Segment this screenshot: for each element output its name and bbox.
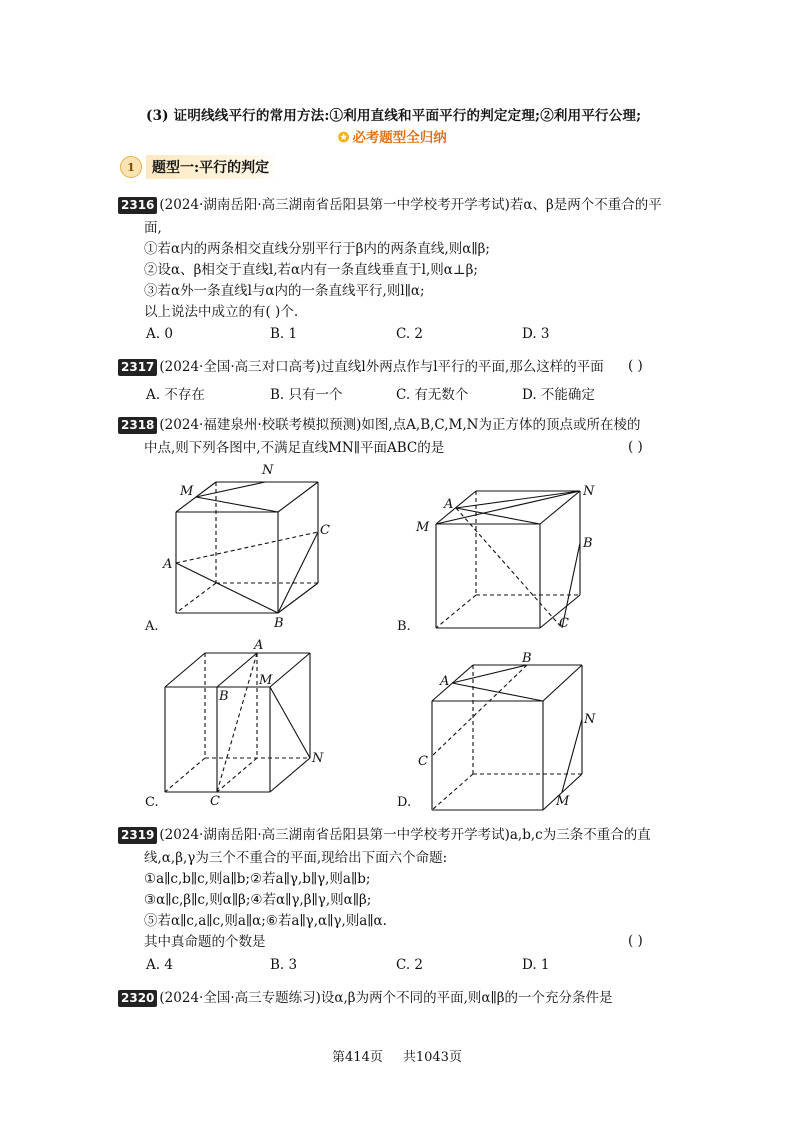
option-d: D. 不能确定 <box>522 387 595 403</box>
point-label-n: N <box>262 463 274 478</box>
option-c: C. 有无数个 <box>396 387 469 403</box>
cube-figure-c <box>165 653 310 792</box>
point-label-m: M <box>180 484 194 499</box>
point-label-b: B <box>219 689 229 704</box>
point-label-m: M <box>416 520 430 535</box>
question-line: 2317 (2024·全国·高三对口高考)过直线l外两点作与l平行的平面,那么这样的平面 <box>118 358 604 376</box>
option-c: C. 2 <box>396 326 424 342</box>
answer-paren: ( ) <box>628 439 643 455</box>
page-total: 共1043页 <box>402 1050 462 1065</box>
question-number: 2318 <box>118 417 157 434</box>
option-a: A. 不存在 <box>146 387 205 403</box>
option-c: C. 2 <box>396 957 424 973</box>
section-heading: (3) 证明线线平行的常用方法:①利用直线和平面平行的判定定理;②利用平行公理; <box>146 108 642 124</box>
point-label-a: A <box>163 557 173 572</box>
question-line: 2316 (2024·湖南岳阳·高三湖南省岳阳县第一中学校考开学考试)若α、β是两个不重合的平 <box>118 196 662 214</box>
type-label: 题型一:平行的判定 <box>146 155 279 179</box>
question-line: 2318 (2024·福建泉州·校联考模拟预测)如图,点A,B,C,M,N为正方体的顶点或所在棱的 <box>118 416 641 434</box>
point-label-c: C <box>559 616 569 631</box>
answer-paren: ( ) <box>628 933 643 949</box>
question-line: ②设α、β相交于直线l,若α内有一条直线垂直于l,则α⊥β; <box>144 262 478 278</box>
cube-figure-d <box>432 665 582 810</box>
question-number: 2320 <box>118 990 157 1007</box>
option-a: A. 0 <box>146 326 173 342</box>
question-2319 <box>118 826 651 844</box>
figure-label-b: B. <box>397 619 411 634</box>
point-label-b: B <box>274 616 284 631</box>
option-d: D. 3 <box>522 326 550 342</box>
point-label-m: M <box>259 673 273 688</box>
figure-label-a: A. <box>145 619 159 634</box>
question-line: 2319 (2024·湖南岳阳·高三湖南省岳阳县第一中学校考开学考试)a,b,c为三条不重合的直 <box>118 826 651 844</box>
question-line: ⑤若α∥c,a∥c,则a∥α;⑥若a∥γ,α∥γ,则a∥α. <box>144 913 387 929</box>
point-label-n: N <box>312 751 324 766</box>
point-label-m: M <box>556 794 570 809</box>
option-b: B. 3 <box>270 957 298 973</box>
question-line: ③若α外一条直线l与α内的一条直线平行,则l∥α; <box>144 283 425 299</box>
cube-figure-a <box>176 482 318 613</box>
question-line: ①若α内的两条相交直线分别平行于β内的两条直线,则α∥β; <box>144 241 490 257</box>
point-label-a: A <box>444 497 454 512</box>
cube-figure-b <box>436 491 580 628</box>
point-label-a: A <box>254 638 264 653</box>
question-2320 <box>118 989 613 1007</box>
point-label-a: A <box>440 674 450 689</box>
question-number: 2316 <box>118 197 157 214</box>
question-line: 以上说法中成立的有( )个. <box>144 304 299 320</box>
point-label-n: N <box>583 484 595 499</box>
figure-label-d: D. <box>397 795 412 810</box>
answer-paren: ( ) <box>628 358 643 374</box>
option-b: B. 1 <box>270 326 298 342</box>
question-line: ①a∥c,b∥c,则a∥b;②若a∥γ,b∥γ,则a∥b; <box>144 871 371 887</box>
question-line: 中点,则下列各图中,不满足直线MN∥平面ABC的是 <box>144 440 445 456</box>
question-line: ③α∥c,β∥c,则α∥β;④若α∥γ,β∥γ,则α∥β; <box>144 892 372 908</box>
page-footer <box>0 1046 794 1065</box>
figure-label-c: C. <box>145 795 159 810</box>
star-icon: ✪ <box>338 130 350 146</box>
question-line: 其中真命题的个数是 <box>144 934 266 950</box>
point-label-b: B <box>522 651 532 666</box>
question-number: 2317 <box>118 359 157 376</box>
option-d: D. 1 <box>522 957 550 973</box>
question-line: 面, <box>144 220 162 236</box>
point-label-c: C <box>210 794 220 809</box>
point-label-c: C <box>320 523 330 538</box>
question-line: 线,α,β,γ为三个不重合的平面,现给出下面六个命题: <box>144 850 448 866</box>
option-b: B. 只有一个 <box>270 387 343 403</box>
point-label-b: B <box>583 536 593 551</box>
banner-text: 必考题型全归纳 <box>352 130 447 146</box>
option-a: A. 4 <box>146 957 173 973</box>
type-number-badge: 1 <box>120 156 142 178</box>
question-line: 2320 (2024·全国·高三专题练习)设α,β为两个不同的平面,则α∥β的一个充分条件是 <box>118 989 613 1007</box>
point-label-n: N <box>584 712 596 727</box>
point-label-c: C <box>418 754 428 769</box>
question-number: 2319 <box>118 827 157 844</box>
page-number: 第414页 <box>332 1050 383 1065</box>
